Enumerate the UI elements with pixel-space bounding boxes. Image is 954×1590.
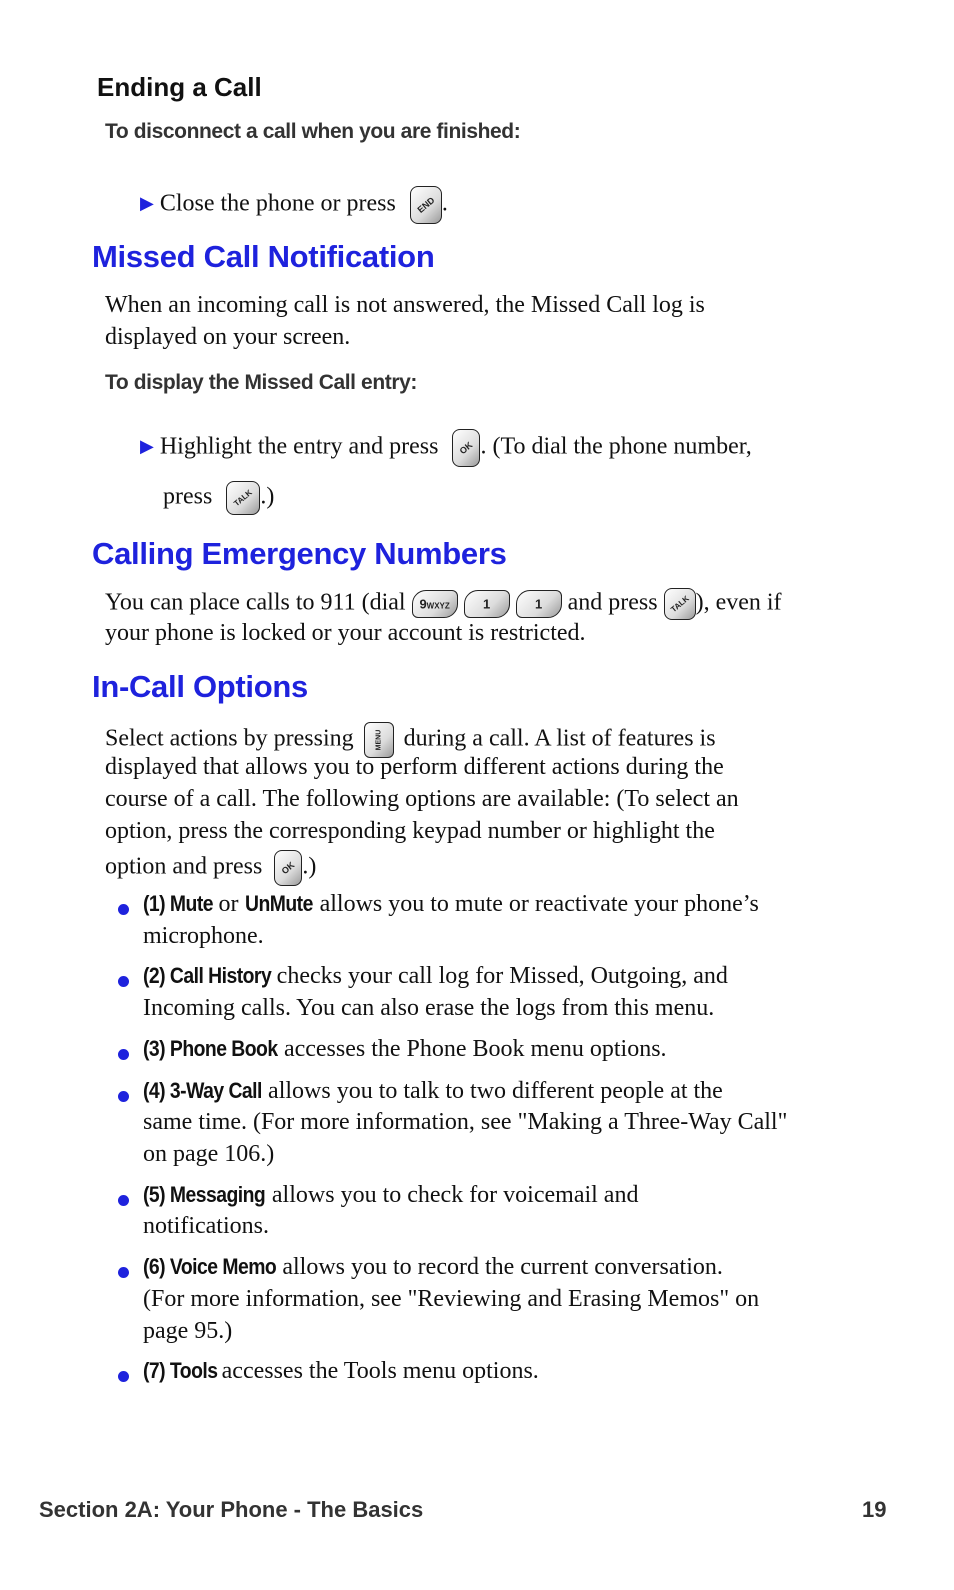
talk-key-icon: TALK (664, 588, 696, 620)
option-tools-label: (7) Tools (143, 1358, 218, 1383)
subheading-display-missed: To display the Missed Call entry: (105, 371, 417, 394)
option-voicememo-line2: (For more information, see "Reviewing and Erasing Memos" on (143, 1286, 760, 1312)
para-options-line1: Select actions by pressing MENU during a call. A list of features is (105, 722, 716, 758)
option-3way-line1: (4) 3-Way Call allows you to talk to two different people at the (143, 1078, 723, 1104)
subheading-disconnect: To disconnect a call when you are finished: (105, 120, 521, 143)
bullet-dot-icon (118, 1267, 129, 1278)
heading-ending-a-call: Ending a Call (97, 72, 262, 102)
bullet-triangle-icon: ▶ (140, 192, 154, 213)
option-phonebook-label: (3) Phone Book (143, 1036, 278, 1061)
option-3way-line3: on page 106.) (143, 1141, 275, 1167)
option-history-label: (2) Call History (143, 963, 272, 988)
option-unmute-label: UnMute (244, 891, 313, 916)
option-messaging-label: (5) Messaging (143, 1182, 266, 1207)
bullet-triangle-icon: ▶ (140, 435, 154, 456)
option-mute-line1: (1) Mute or UnMute allows you to mute or reactivate your phone’s (143, 891, 759, 917)
option-voicememo-label: (6) Voice Memo (143, 1254, 277, 1279)
option-phonebook-line1: (3) Phone Book accesses the Phone Book menu options. (143, 1036, 667, 1062)
para-options-line2: displayed that allows you to perform different actions during the (105, 754, 724, 780)
key-1-icon: 1 (464, 590, 510, 618)
ok-key-icon: OK (274, 850, 302, 886)
para-missed-line2: displayed on your screen. (105, 324, 351, 350)
para-missed-line1: When an incoming call is not answered, the Missed Call log is (105, 292, 705, 318)
bullet-dot-icon (118, 1049, 129, 1060)
menu-key-icon: MENU (364, 722, 394, 758)
heading-in-call-options: In-Call Options (92, 669, 308, 704)
option-history-line2: Incoming calls. You can also erase the logs from this menu. (143, 995, 715, 1021)
bullet-dot-icon (118, 904, 129, 915)
para-emergency-line1: You can place calls to 911 (dial 9WXYZ 1 1 and press TALK ), even if (105, 588, 782, 620)
step-close-phone: ▶ Close the phone or press END . (140, 186, 448, 224)
option-messaging-line1: (5) Messaging allows you to check for voicemail and (143, 1182, 639, 1208)
option-history-line1: (2) Call History checks your call log for Missed, Outgoing, and (143, 963, 728, 989)
end-key-icon: END (410, 186, 442, 224)
option-tools-line1: (7) Tools accesses the Tools menu options. (143, 1358, 539, 1384)
bullet-dot-icon (118, 976, 129, 987)
heading-missed-call: Missed Call Notification (92, 239, 435, 274)
para-emergency-line2: your phone is locked or your account is restricted. (105, 620, 586, 646)
para-options-line3: course of a call. The following options are available: (To select an (105, 786, 739, 812)
para-options-line5: option and press OK .) (105, 850, 316, 886)
option-voicememo-line1: (6) Voice Memo allows you to record the current conversation. (143, 1254, 723, 1280)
bullet-dot-icon (118, 1091, 129, 1102)
talk-key-icon: TALK (226, 481, 260, 515)
step-highlight-entry: ▶ Highlight the entry and press OK . (To dial the phone number, (140, 429, 752, 467)
para-options-line4: option, press the corresponding keypad number or highlight the (105, 818, 715, 844)
ok-key-icon: OK (452, 429, 480, 467)
bullet-dot-icon (118, 1195, 129, 1206)
bullet-dot-icon (118, 1371, 129, 1382)
option-mute-label: (1) Mute (143, 891, 213, 916)
option-messaging-line2: notifications. (143, 1213, 269, 1239)
option-mute-line2: microphone. (143, 923, 264, 949)
key-9-icon: 9WXYZ (412, 590, 458, 618)
option-voicememo-line3: page 95.) (143, 1318, 233, 1344)
heading-emergency: Calling Emergency Numbers (92, 536, 507, 571)
key-1-icon: 1 (516, 590, 562, 618)
option-3way-line2: same time. (For more information, see "Making a Three-Way Call" (143, 1109, 788, 1135)
step-press-talk: press TALK .) (163, 481, 274, 515)
page-number: 19 (862, 1497, 887, 1522)
footer-section-title: Section 2A: Your Phone - The Basics (39, 1497, 424, 1522)
option-3way-label: (4) 3-Way Call (143, 1078, 262, 1103)
